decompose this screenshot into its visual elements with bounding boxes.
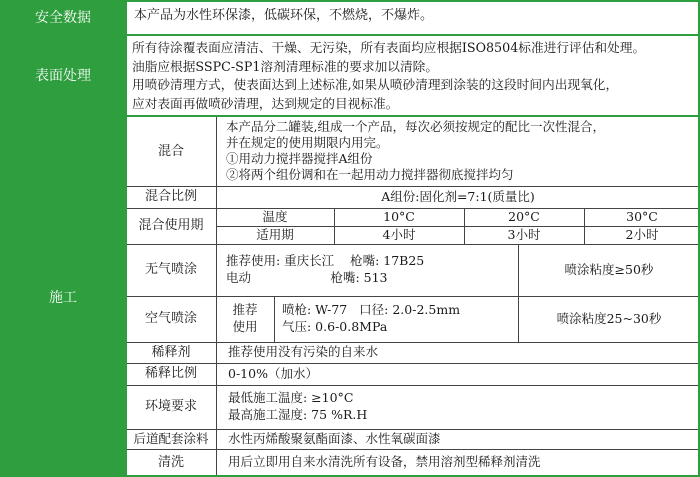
grid-line [127,186,698,187]
environment-line: 最低施工温度: ≥10°C [228,390,354,405]
grid-line [127,208,698,209]
pot-life-temp-label: 温度 [262,209,288,224]
divider-line [125,0,127,477]
mixing-line: 本产品分二罐装,组成一个产品，每次必须按规定的配比一次性混合， [226,119,605,134]
thinner-label: 稀释剂 [151,344,191,360]
application-header: 施工 [0,116,126,477]
grid-line [217,226,698,227]
grid-line [334,208,335,244]
air-spray-line: 气压: 0.6-0.8MPa [282,319,388,334]
mixing-line: 并在规定的使用期限内用完。 [226,135,389,150]
mix-ratio-value: A组份:固化剂=7:1(质量比) [381,189,535,204]
thin-ratio-label: 稀释比例 [144,366,197,381]
cleaning-value: 用后立即用自来水清洗所有设备，禁用溶剂型稀释剂清洗 [228,454,541,469]
divider-line [0,34,700,36]
grid-line [584,208,585,244]
mixing-text [216,117,700,186]
air-spray-rec-line: 推荐 [232,302,258,317]
airless-line: 电动 枪嘴: 513 [226,270,388,285]
pot-life-time: 3小时 [507,227,541,242]
airless-text [216,244,518,296]
pot-life-time-label: 适用期 [256,227,294,242]
grid-line [127,342,698,343]
pot-life-label: 混合使用期 [138,218,204,233]
air-spray-line: 喷枪: W-77 口径: 2.0-2.5mm [282,302,461,317]
grid-line [127,385,698,386]
airless-line: 推荐使用: 重庆长江 枪嘴: 17B25 [226,253,425,268]
thinner-value: 推荐使用没有污染的自来水 [228,344,379,359]
cleaning-label: 清洗 [157,455,184,470]
grid-line [127,363,698,364]
surface-line: 油脂应根据SSPC-SP1溶剂清理标准的要求加以清除。 [132,58,439,74]
topcoat-label: 后道配套涂料 [133,431,209,446]
air-spray-rec-line: 使用 [232,319,258,334]
topcoat-value: 水性丙烯酸聚氨酯面漆、水性氧碳面漆 [228,431,441,446]
safety-text: 本产品为水性环保漆，低碳环保，不燃烧，不爆炸。 [134,8,434,23]
air-spray-text [274,296,518,342]
surface-header: 表面处理 [0,34,126,116]
mixing-line: ①用动力搅拌器搅拌A组份 [226,151,373,166]
mixing-label: 混合 [157,143,184,159]
airless-viscosity: 喷涂粘度≥50秒 [564,262,654,277]
grid-line [127,449,698,450]
surface-line: 应对表面再做喷砂清理，达到规定的目视标准。 [132,95,399,111]
pot-life-temp: 30°C [626,209,658,224]
mixing-line: ②将两个组份调和在一起用动力搅拌器彻底搅拌均匀 [226,167,514,182]
surface-text [126,36,700,116]
pot-life-time: 4小时 [382,227,416,242]
grid-line [274,296,275,342]
air-spray-label: 空气喷涂 [144,311,197,326]
grid-line [127,244,698,245]
pot-life-temp: 10°C [383,209,415,224]
air-spray-recommend [216,296,274,342]
pot-life-time: 2小时 [625,227,659,242]
divider-line [0,115,700,117]
border-top [0,0,700,2]
environment-label: 环境要求 [144,399,197,414]
grid-line [127,429,698,430]
mix-ratio-label: 混合比例 [144,189,197,204]
safety-header: 安全数据 [0,0,126,34]
airless-label: 无气喷涂 [144,262,197,277]
environment-line: 最高施工湿度: 75 %R.H [228,407,368,422]
grid-line [127,296,698,297]
grid-line [464,208,465,244]
thin-ratio-value: 0-10%（加水） [228,366,318,381]
surface-line: 所有待涂覆表面应清洁、干燥、无污染，所有表面均应根据ISO8504标准进行评估和处理。 [132,40,646,55]
pot-life-temp: 20°C [508,209,540,224]
grid-line [518,244,519,342]
air-spray-viscosity: 喷涂粘度25~30秒 [556,311,662,326]
surface-line: 用喷砂清理方式，使表面达到上述标准,如果从喷砂清理到涂装的这段时间内出现氧化， [132,77,619,92]
environment-text [216,385,700,429]
